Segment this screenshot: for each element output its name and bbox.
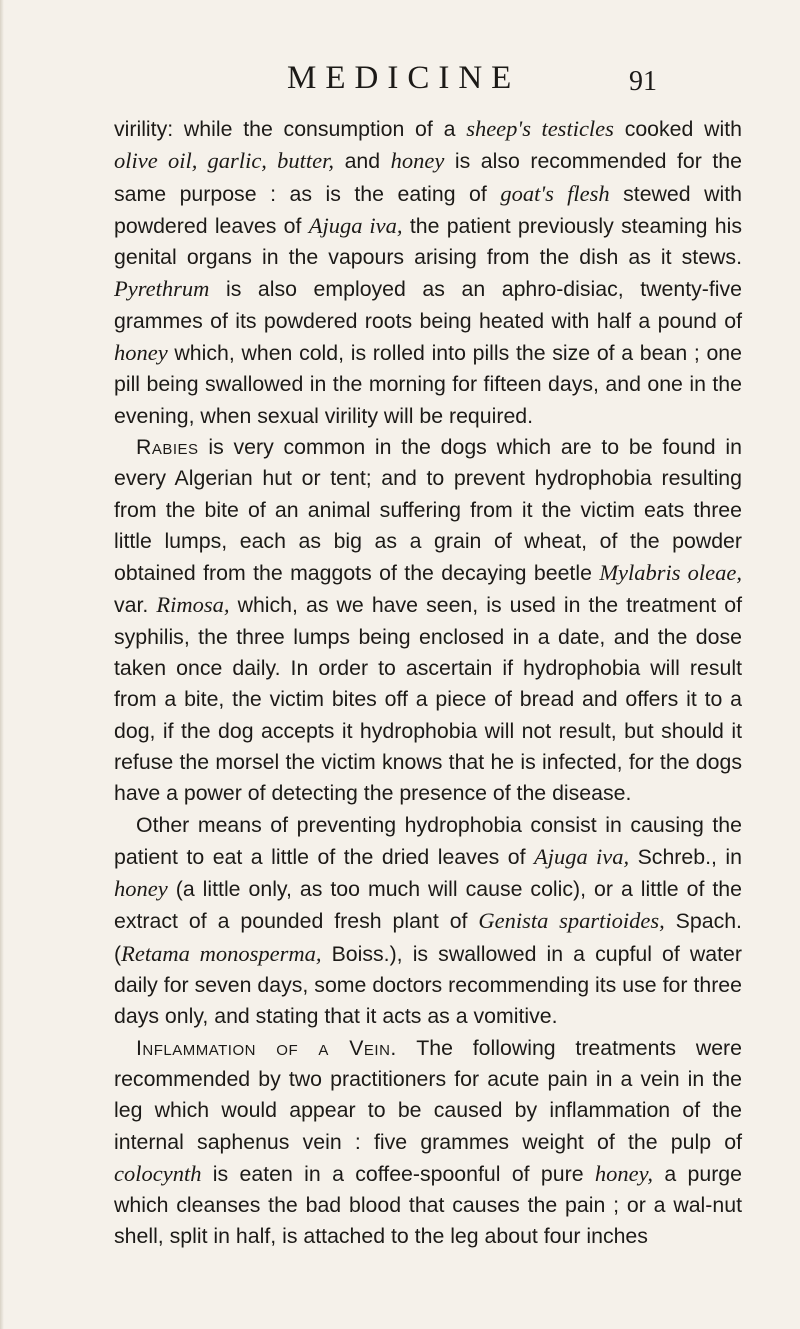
body-text: [114, 113, 742, 1253]
paragraph-aphrodisiacs: [114, 113, 742, 432]
text-run: Boiss.), is swallowed in a cupful of water daily for seven days, some doctors recommending its use for three days only, and stating that it acts as a vomitive.: [114, 941, 742, 1029]
italic-term: Ajuga iva,: [534, 843, 630, 869]
text-run: virility: while the consumption of a: [114, 117, 467, 141]
text-run: var.: [114, 593, 157, 618]
paragraph-hydrophobia: [114, 810, 742, 1033]
text-run: which, as we have seen, is used in the treatment of syphilis, the three lumps being enclosed in a date, and the dose taken once daily. In order to ascertain if hydrophobia will result from a bite, the victim bites off a piece of bread and offers it to a dog, if the dog accepts it hydrophobia will not result, but should it refuse the morsel the victim knows that he is infected, for the dogs have a power of detecting the presence of the disease.: [114, 593, 742, 806]
paragraph-rabies: [114, 432, 742, 810]
section-lead-rabies: Rabies: [136, 434, 199, 459]
text-run: cooked with: [613, 117, 742, 141]
text-run: Other means of preventing hydrophobia consist in causing the patient to eat a little of the dried leaves of: [114, 812, 742, 869]
text-run: is also employed as an aphro-disiac, twenty-five grammes of its powdered roots being heated with half a pound of: [114, 277, 742, 333]
italic-term: Mylabris oleae,: [599, 560, 742, 586]
text-run: The following treatments were recommended by two practitioners for acute pain in a vein in the leg which would appear to be caused by inflammation of the internal saphenus vein : five grammes weight of the pulp of: [114, 1035, 742, 1154]
text-run: a purge which cleanses the bad blood that causes the pain ; or a wal-nut shell, split in half, is attached to the leg about four inches: [114, 1161, 742, 1249]
text-run: is also recommended for the same purpose : as is the eating of: [114, 149, 742, 206]
text-run: and: [334, 149, 391, 174]
italic-term: Retama monosperma,: [121, 940, 322, 966]
italic-term: Pyrethrum: [114, 276, 210, 302]
section-lead-vein: Inflammation of a Vein.: [136, 1035, 397, 1060]
italic-term: Genista spartioides,: [478, 908, 665, 934]
text-run: Schreb., in: [629, 844, 742, 869]
italic-term: goat's flesh: [500, 180, 610, 206]
text-run: Spach. (: [114, 909, 742, 966]
text-run: the patient previously steaming his genital organs in the vapours arising from the dish as it stews.: [114, 213, 742, 270]
running-title: MEDICINE: [287, 60, 521, 96]
italic-term: olive oil, garlic, butter,: [114, 148, 335, 174]
italic-term: Ajuga iva,: [308, 212, 403, 238]
paragraph-vein-inflammation: [114, 1033, 742, 1253]
running-head: [0, 58, 800, 98]
page-edge-shadow: [0, 0, 4, 1329]
italic-term: Rimosa,: [156, 592, 230, 618]
italic-term: honey: [114, 876, 168, 902]
text-run: is very common in the dogs which are to be found in every Algerian hut or tent; and to prevent hydrophobia resulting from the bite of an animal suffering from it the victim eats three little lumps, each as big as a grain of wheat, of the powder obtained from the maggots of the decaying beetle: [114, 434, 742, 586]
italic-term: sheep's testicles: [466, 116, 614, 141]
text-run: stewed with powdered leaves of: [114, 181, 743, 238]
italic-term: honey,: [594, 1160, 653, 1186]
italic-term: colocynth: [114, 1160, 202, 1186]
text-run: which, when cold, is rolled into pills the size of a bean ; one pill being swallowed in the morning for fifteen days, and one in the evening, when sexual virility will be required.: [114, 341, 742, 428]
text-run: is eaten in a coffee-spoonful of pure: [201, 1161, 595, 1186]
italic-term: honey: [114, 340, 168, 366]
italic-term: honey: [390, 148, 445, 174]
text-run: (a little only, as too much will cause colic), or a little of the extract of a pounded fresh plant of: [114, 877, 742, 934]
page-number: 91: [629, 66, 657, 97]
